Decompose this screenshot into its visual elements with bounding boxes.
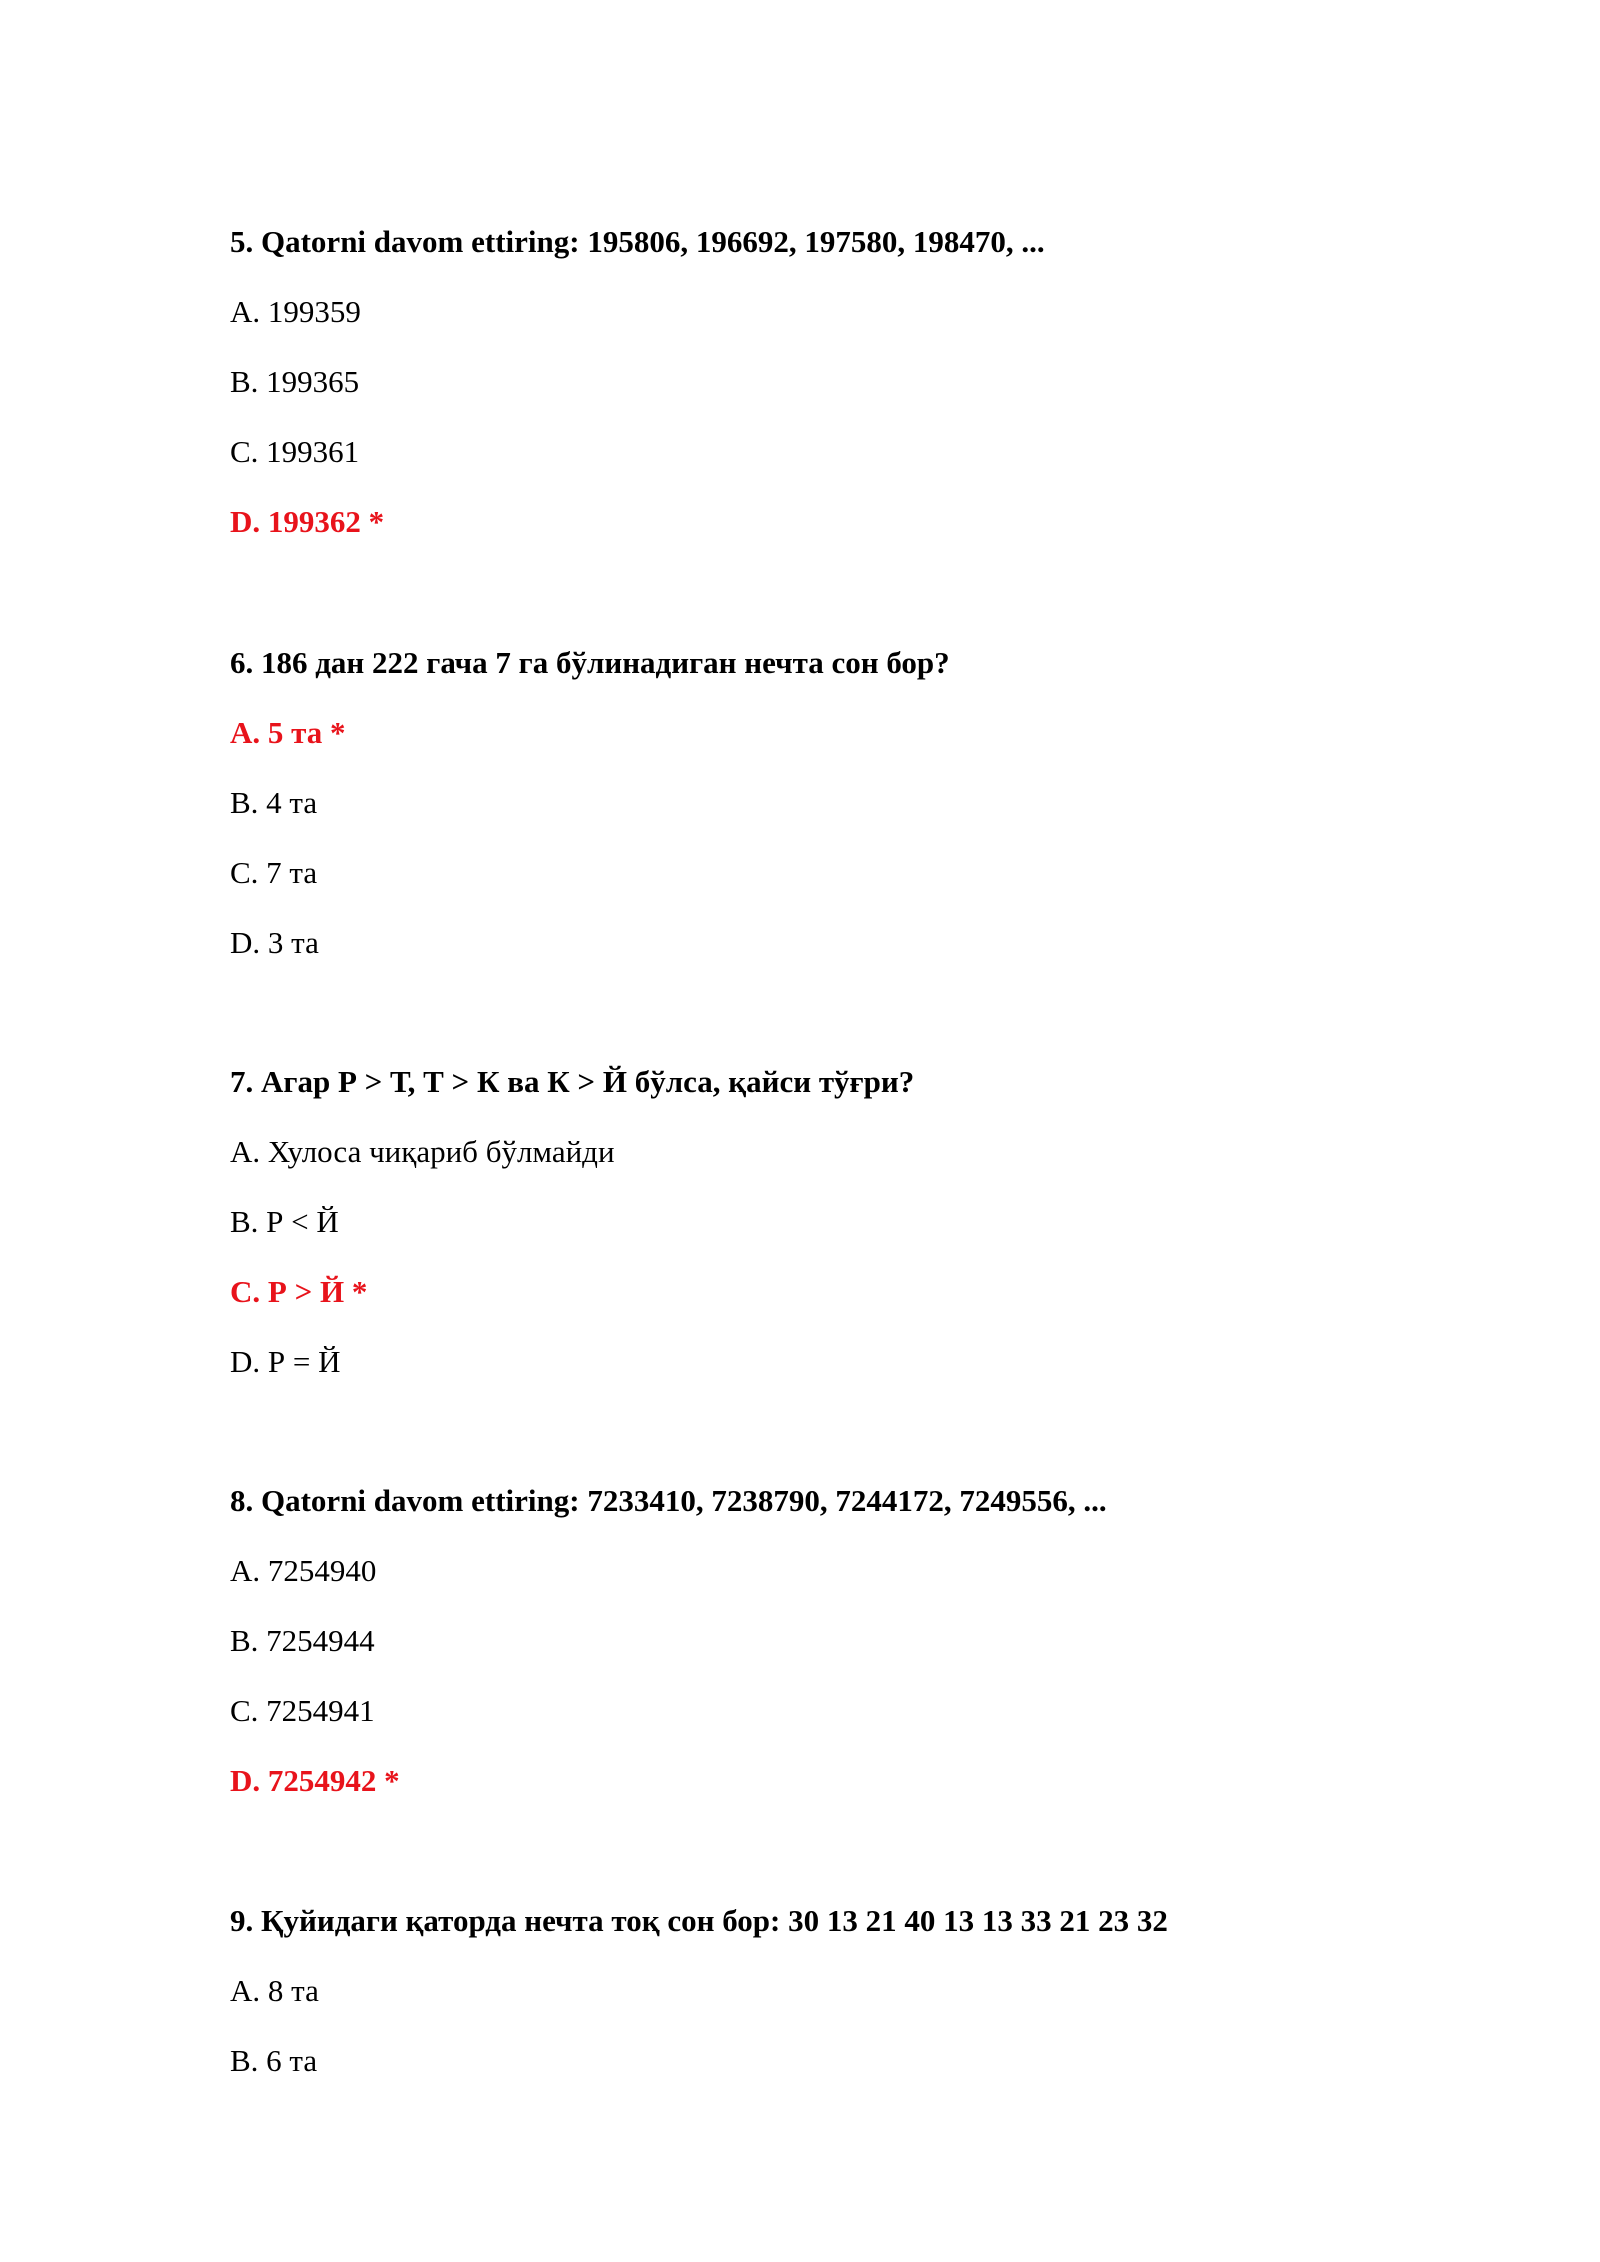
question-5 — [230, 224, 1430, 540]
option-a: A. 8 та — [230, 1973, 319, 2008]
answer-options — [230, 1134, 1430, 1380]
option-a-correct-answer: A. 5 та * — [230, 715, 346, 750]
option-b: B. 199365 — [230, 364, 360, 399]
answer-options — [230, 1973, 1430, 2079]
question-title: 6. 186 дан 222 гача 7 га бўлинадиган нечта сон бор? — [230, 645, 950, 680]
option-d: D. 3 та — [230, 925, 319, 960]
option-c: C. 199361 — [230, 434, 360, 469]
option-b: B. 6 та — [230, 2043, 318, 2078]
option-d-correct-answer: D. 7254942 * — [230, 1763, 400, 1798]
option-d: D. Р = Й — [230, 1344, 341, 1379]
answer-options — [230, 715, 1430, 961]
option-c: C. 7254941 — [230, 1693, 375, 1728]
option-a: A. 7254940 — [230, 1553, 377, 1588]
question-title: 9. Қуйидаги қаторда нечта тоқ сон бор: 30 13 21 40 13 13 33 21 23 32 — [230, 1903, 1168, 1938]
option-b: B. 4 та — [230, 785, 318, 820]
option-b: B. 7254944 — [230, 1623, 375, 1658]
option-c-correct-answer: C. Р > Й * — [230, 1274, 368, 1309]
question-title: 8. Qatorni davom ettiring: 7233410, 7238790, 7244172, 7249556, ... — [230, 1483, 1107, 1518]
answer-options — [230, 294, 1430, 540]
option-c: C. 7 та — [230, 855, 318, 890]
option-a: A. Хулоса чиқариб бўлмайди — [230, 1134, 615, 1169]
question-title: 7. Агар Р > Т, Т > К ва К > Й бўлса, қайси тўғри? — [230, 1064, 915, 1099]
option-d-correct-answer: D. 199362 * — [230, 504, 385, 539]
answer-options — [230, 1553, 1430, 1799]
question-7 — [230, 1064, 1430, 1380]
option-b: B. Р < Й — [230, 1204, 339, 1239]
question-8 — [230, 1483, 1430, 1799]
option-a: A. 199359 — [230, 294, 361, 329]
question-9 — [230, 1903, 1430, 2079]
question-6 — [230, 645, 1430, 961]
question-title: 5. Qatorni davom ettiring: 195806, 196692, 197580, 198470, ... — [230, 224, 1045, 259]
